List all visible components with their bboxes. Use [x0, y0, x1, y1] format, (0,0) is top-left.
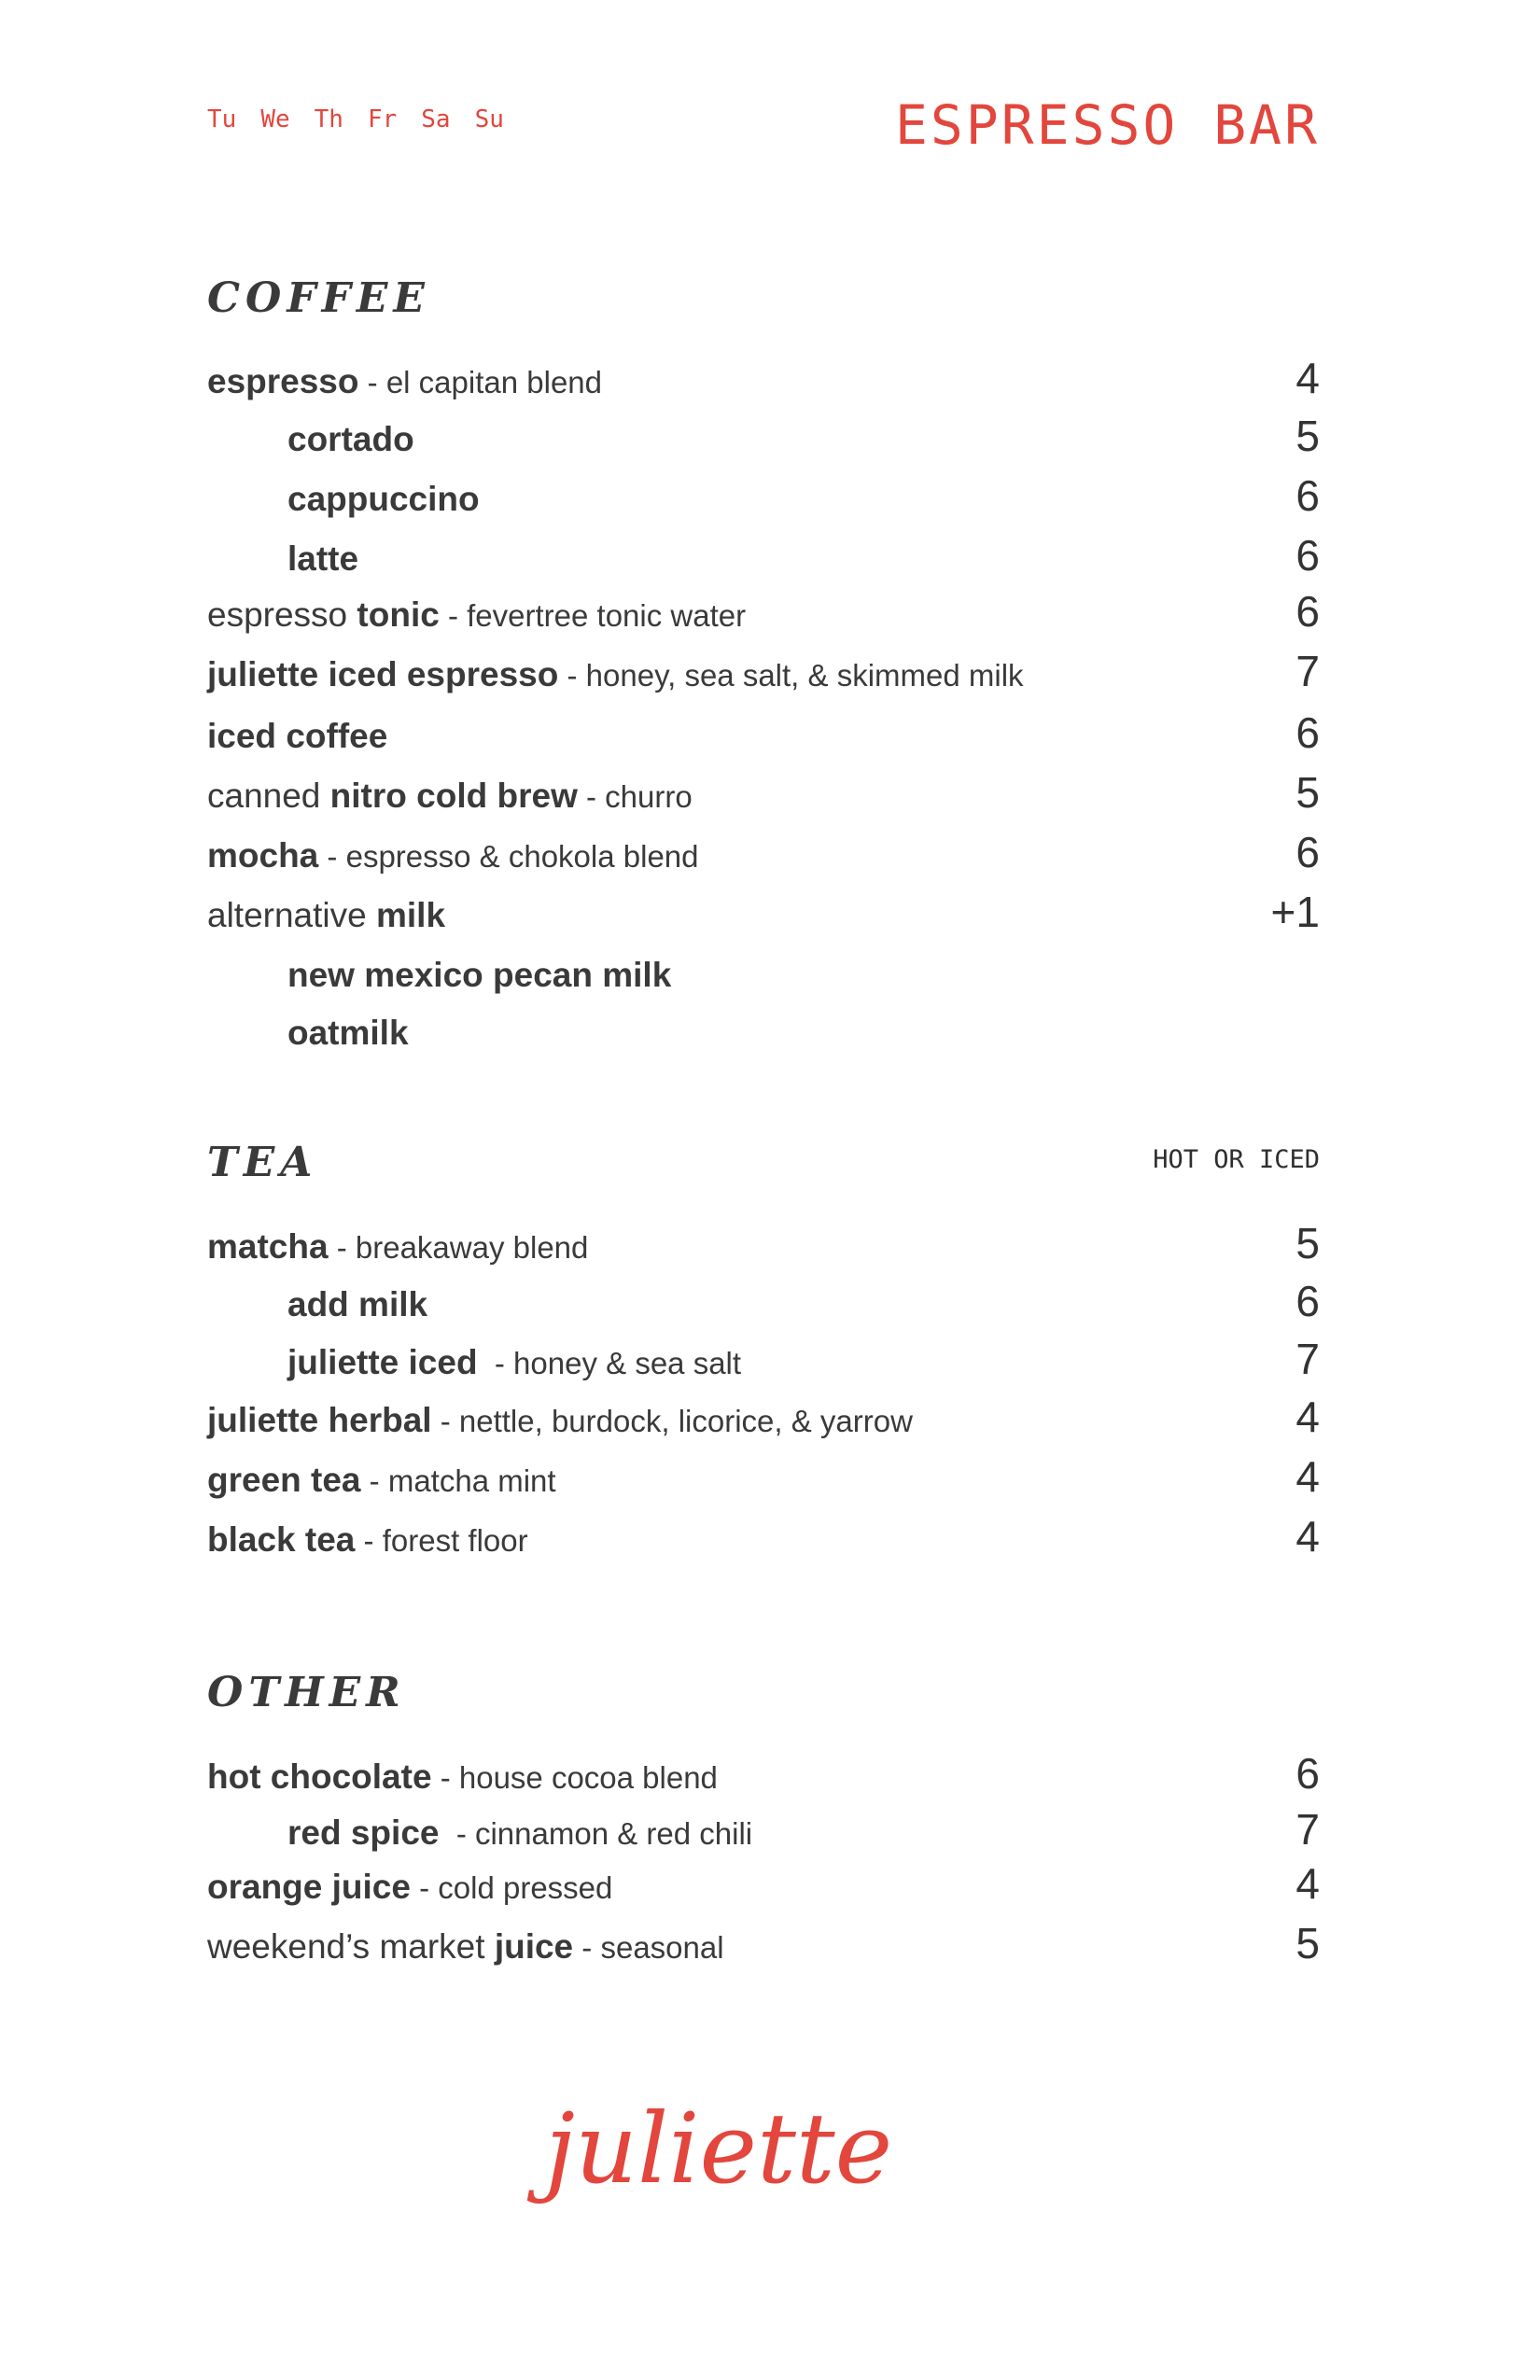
- item-description: - cinnamon & red chili: [439, 1816, 753, 1851]
- day-label: We: [260, 105, 290, 133]
- item-name: matcha: [207, 1227, 329, 1266]
- item-price: 5: [1295, 1219, 1320, 1267]
- item-price: 6: [1295, 531, 1320, 580]
- menu-item: [207, 1335, 1320, 1383]
- menu-item: [207, 647, 1320, 695]
- item-price: 4: [1295, 1512, 1320, 1561]
- item-name: tonic: [357, 595, 440, 634]
- item-price: 4: [1295, 1859, 1320, 1908]
- days-of-week: [207, 105, 504, 133]
- item-name: red spice: [287, 1813, 440, 1852]
- menu-item: [207, 708, 1320, 757]
- item-name: espresso: [207, 362, 359, 400]
- menu-item: [207, 1452, 1320, 1501]
- item-description: - fevertree tonic water: [439, 598, 747, 633]
- item-name: new mexico pecan milk: [287, 956, 672, 994]
- menu-item: [207, 828, 1320, 876]
- menu-item: [207, 471, 1320, 520]
- item-name: hot chocolate: [207, 1757, 432, 1796]
- coffee-menu-list: [207, 354, 1320, 1052]
- day-label: Fr: [367, 105, 398, 133]
- item-price: 5: [1295, 1919, 1320, 1967]
- item-description: - house cocoa blend: [431, 1760, 718, 1795]
- item-name: mocha: [207, 836, 319, 875]
- item-name: milk: [376, 896, 446, 934]
- menu-item: [207, 354, 1320, 402]
- item-name-prefix: weekend’s market: [207, 1927, 495, 1966]
- item-price: 4: [1295, 354, 1320, 402]
- menu-item: [207, 1277, 1320, 1325]
- item-price: 5: [1295, 768, 1320, 817]
- menu-item: [207, 1512, 1320, 1561]
- day-label: Tu: [207, 105, 237, 133]
- item-description: - matcha mint: [360, 1463, 556, 1498]
- brand-logo-text: juliette: [544, 2092, 893, 2205]
- item-price: 4: [1295, 1452, 1320, 1501]
- item-name: orange juice: [207, 1868, 411, 1906]
- section-title-other: OTHER: [207, 1669, 406, 1716]
- item-name: latte: [287, 539, 359, 578]
- menu-item: [207, 1015, 1320, 1050]
- item-name-prefix: espresso: [207, 595, 357, 634]
- section-title-coffee: COFFEE: [207, 274, 430, 322]
- item-name: juliette iced espresso: [207, 655, 559, 693]
- menu-item: [207, 531, 1320, 580]
- item-description: - breakaway blend: [328, 1230, 589, 1265]
- page-title: ESPRESSO BAR: [894, 93, 1320, 157]
- menu-item: [207, 888, 1320, 936]
- item-name: oatmilk: [287, 1014, 409, 1052]
- item-name: cortado: [287, 420, 414, 458]
- item-description: - honey, sea salt, & skimmed milk: [558, 658, 1024, 693]
- item-description: - churro: [577, 779, 693, 814]
- item-name: nitro cold brew: [329, 777, 578, 815]
- item-name: add milk: [287, 1285, 428, 1323]
- tea-note: HOT OR ICED: [1153, 1145, 1320, 1174]
- menu-item: [207, 1859, 1320, 1908]
- item-name: black tea: [207, 1520, 356, 1559]
- menu-item: [207, 1749, 1320, 1798]
- menu-item: [207, 768, 1320, 817]
- section-title-tea: TEA: [207, 1139, 318, 1186]
- day-label: Su: [474, 105, 504, 133]
- item-name: juliette iced: [287, 1343, 478, 1381]
- menu-item: [207, 1919, 1320, 1967]
- menu-item: [207, 1393, 1320, 1441]
- day-label: Th: [314, 105, 343, 133]
- item-price: 6: [1295, 1749, 1320, 1798]
- menu-item: [207, 1219, 1320, 1267]
- item-price: 7: [1295, 647, 1320, 695]
- item-description: - forest floor: [355, 1523, 528, 1558]
- item-description: - seasonal: [573, 1930, 724, 1965]
- menu-item: [207, 1805, 1320, 1854]
- item-name: cappuccino: [287, 480, 480, 518]
- item-name: green tea: [207, 1461, 361, 1499]
- item-price: 6: [1295, 587, 1320, 636]
- item-price: 7: [1295, 1805, 1320, 1854]
- item-name: juice: [494, 1927, 574, 1966]
- item-description: - espresso & chokola blend: [318, 839, 699, 874]
- item-price: 4: [1295, 1393, 1320, 1441]
- item-description: - nettle, burdock, licorice, & yarrow: [431, 1404, 913, 1438]
- item-name: iced coffee: [207, 717, 388, 755]
- item-description: - el capitan blend: [358, 365, 603, 399]
- item-description: - honey & sea salt: [477, 1346, 742, 1380]
- item-name-prefix: alternative: [207, 896, 376, 934]
- item-price: +1: [1270, 888, 1320, 936]
- item-price: 6: [1295, 708, 1320, 757]
- item-name: juliette herbal: [207, 1401, 432, 1439]
- item-price: 6: [1295, 1277, 1320, 1325]
- menu-item: [207, 412, 1320, 460]
- day-label: Sa: [421, 105, 451, 133]
- item-description: - cold pressed: [410, 1870, 613, 1905]
- item-price: 6: [1295, 471, 1320, 520]
- menu-item: [207, 587, 1320, 636]
- item-price: 7: [1295, 1335, 1320, 1383]
- menu-item: [207, 958, 1320, 992]
- item-price: 5: [1295, 412, 1320, 460]
- item-name-prefix: canned: [207, 777, 330, 815]
- item-price: 6: [1295, 828, 1320, 876]
